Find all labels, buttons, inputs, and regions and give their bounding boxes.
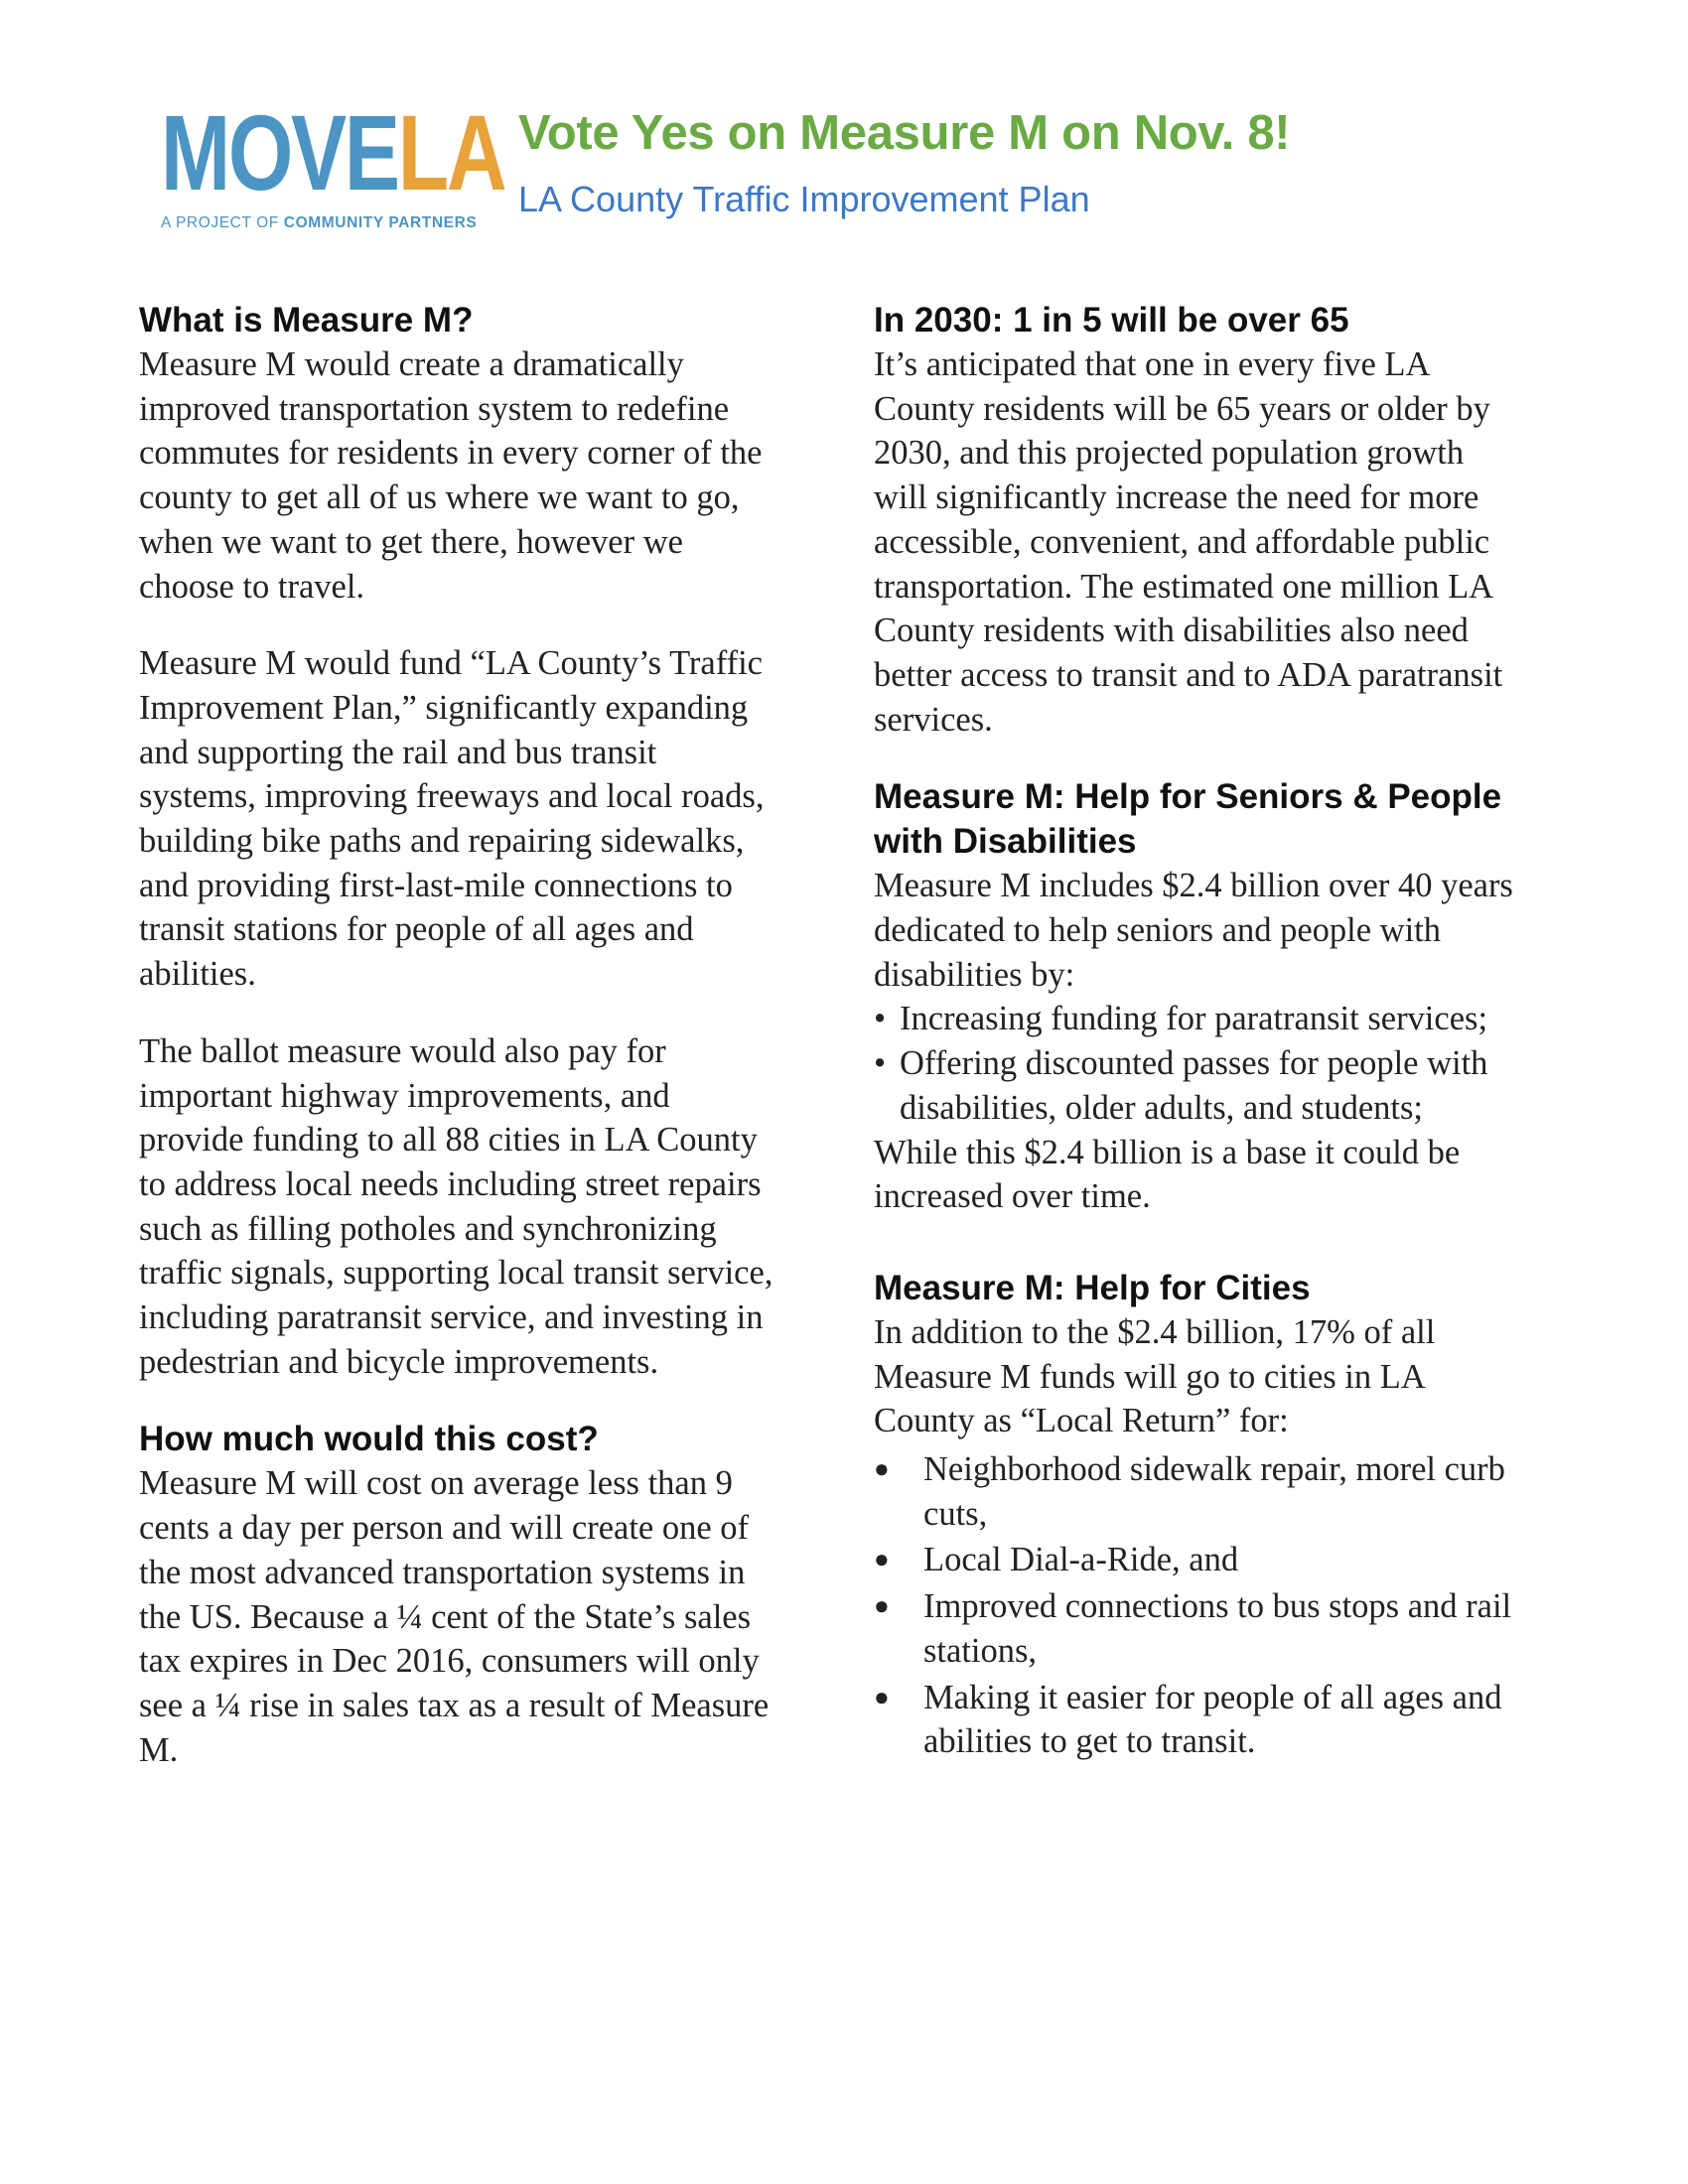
list-item [874, 1447, 1519, 1536]
what-is-paragraph-2: Measure M would fund “LA County’s Traffic Improvement Plan,” significantly expanding and supporting the rail and bus transit systems, improving freeways and local roads, building bike paths and repairing sidewalks, and providing first-last-mile connections to transit stations for people of all ages and abilities. [139, 644, 765, 994]
list-item-text: Making it easier for people of all ages and abilities to get to transit. [923, 1678, 1502, 1761]
logo-tagline-org: COMMUNITY PARTNERS [283, 214, 478, 231]
help-seniors-heading: Measure M: Help for Seniors & People with Disabilities [874, 777, 1502, 862]
help-cities-list [874, 1447, 1519, 1764]
list-item [874, 997, 1519, 1041]
bullet-icon: • [874, 1044, 887, 1083]
list-item-text: Local Dial-a-Ride, and [923, 1541, 1239, 1579]
list-item-text: Offering discounted passes for people with disabilities, older adults, and students; [900, 1044, 1488, 1127]
bullet-icon: ● [874, 1454, 890, 1484]
help-seniors-outro: While this $2.4 billion is a base it could be increased over time. [874, 1133, 1461, 1216]
bullet-icon: ● [874, 1682, 890, 1711]
right-column [874, 298, 1519, 1766]
list-item-text: Improved connections to bus stops and rail stations, [923, 1587, 1512, 1670]
bullet-icon: • [874, 1000, 887, 1038]
logo-tagline-prefix: A PROJECT OF [161, 214, 284, 231]
logo-tagline [161, 214, 479, 232]
what-is-paragraph-3: The ballot measure would also pay for important highway improvements, and provide funding to all 88 cities in LA County to address local needs including street repairs such as filling potholes and synchronizing traffic signals, supporting local transit service, including paratransit service, and investing in pedestrian and bicycle improvements. [139, 1031, 774, 1381]
help-seniors-intro: Measure M includes $2.4 billion over 40 years dedicated to help seniors and people with disabilities by: [874, 867, 1513, 994]
movela-logo [161, 92, 505, 232]
bullet-icon: ● [874, 1591, 890, 1621]
cost-paragraph: Measure M will cost on average less than 9 cents a day per person and will create one of the most advanced transportation systems in the US. Because a ¼ cent of the State’s sales tax expires in Dec 2016, consumers will only see a ¼ rise in sales tax as a result of Measure M. [139, 1464, 770, 1769]
seniors-2030-heading: In 2030: 1 in 5 will be over 65 [874, 301, 1349, 340]
list-item [874, 1041, 1519, 1130]
left-column [139, 298, 774, 1772]
logo-la-text: LA [397, 92, 505, 212]
cost-heading: How much would this cost? [139, 1420, 599, 1459]
list-item [874, 1584, 1519, 1673]
page-subtitle: LA County Traffic Improvement Plan [518, 179, 1090, 219]
logo-wordmark [161, 92, 505, 212]
what-is-paragraph-1: Measure M would create a dramatically improved transportation system to redefine commutes for residents in every corner of the county to get all of us where we want to go, when we want to get there, however we choose to travel. [139, 345, 763, 606]
seniors-2030-paragraph: It’s anticipated that one in every five LA County residents will be 65 years or older by 2030, and this projected population growth will significantly increase the need for more accessible, convenient, and affordable public transportation. The estimated one million LA County residents with disabilities also need better access to transit and to ADA paratransit services. [874, 345, 1503, 739]
page-title: Vote Yes on Measure M on Nov. 8! [518, 106, 1291, 160]
help-cities-heading: Measure M: Help for Cities [874, 1268, 1311, 1307]
list-item [874, 1676, 1519, 1764]
list-item-text: Increasing funding for paratransit services; [900, 1000, 1488, 1038]
logo-move-text: MOVE [161, 92, 398, 212]
help-seniors-list [874, 997, 1519, 1130]
list-item-text: Neighborhood sidewalk repair, morel curb cuts, [923, 1450, 1505, 1533]
bullet-icon: ● [874, 1545, 890, 1574]
what-is-measure-m-heading: What is Measure M? [139, 301, 474, 340]
list-item [874, 1538, 1519, 1582]
help-cities-intro: In addition to the $2.4 billion, 17% of all Measure M funds will go to cities in LA County as “Local Return” for: [874, 1312, 1436, 1440]
